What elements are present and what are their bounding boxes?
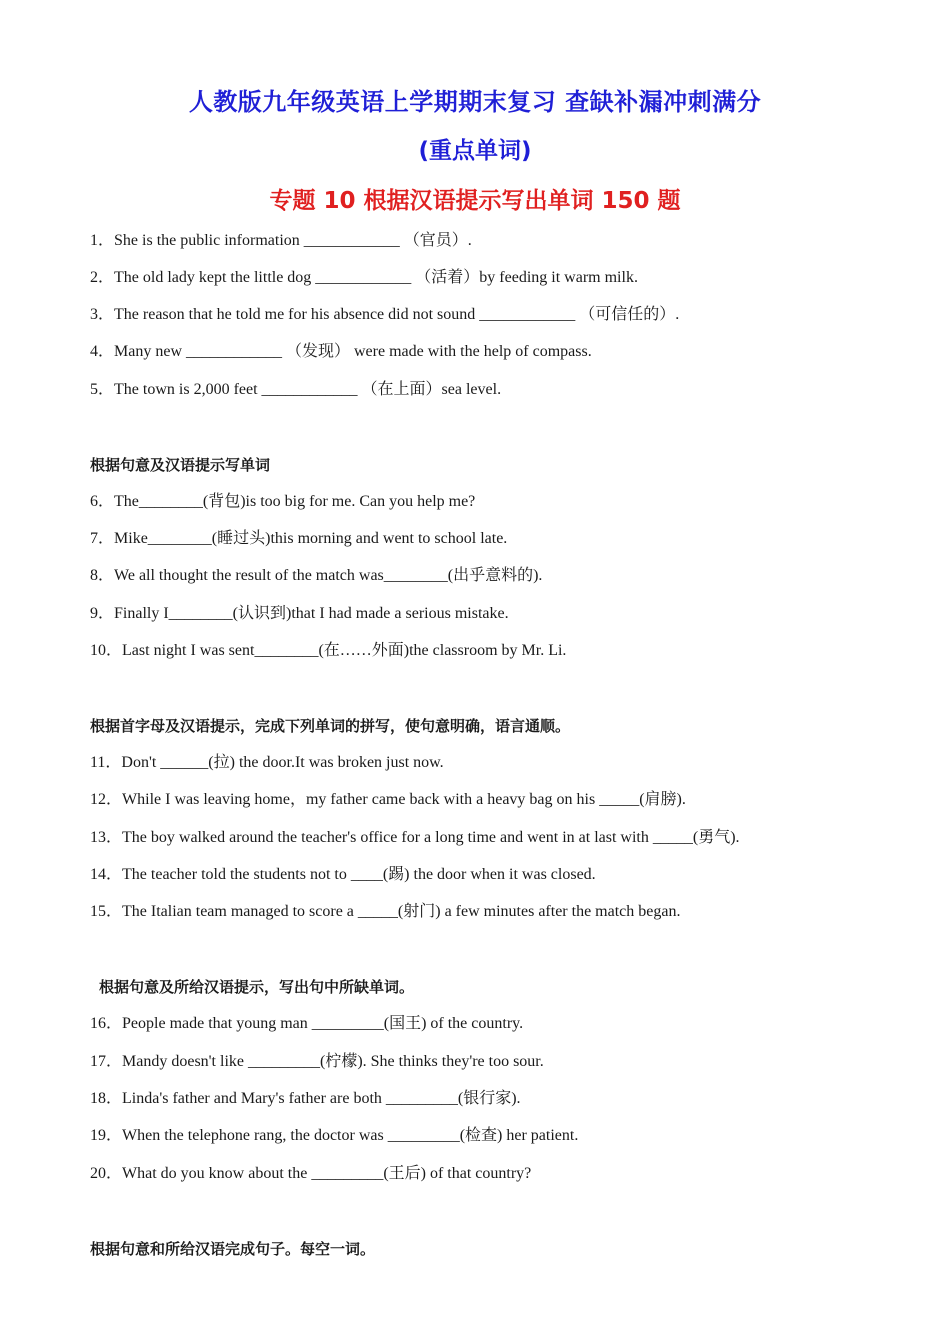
question-number: 5． <box>90 381 115 398</box>
question-number: 6． <box>90 493 115 510</box>
question-number: 1． <box>90 232 115 249</box>
question-number: 11． <box>90 754 122 771</box>
question-20 <box>90 1164 531 1184</box>
question-text: She is the public information ____________ （官员）. <box>114 232 472 249</box>
question-text: Don't ______(拉) the door.It was broken just now. <box>121 754 444 771</box>
question-number: 9． <box>90 605 115 622</box>
question-number: 13． <box>90 829 123 846</box>
question-number: 18． <box>90 1090 123 1107</box>
question-13 <box>90 828 740 848</box>
question-number: 12． <box>90 791 123 808</box>
question-number: 20． <box>90 1165 123 1182</box>
question-text: Many new ____________ （发现） were made with the help of compass. <box>114 343 592 360</box>
question-11 <box>90 753 444 773</box>
question-text: When the telephone rang, the doctor was _________(检查) her patient. <box>122 1127 579 1144</box>
question-5 <box>90 380 501 400</box>
question-text: The old lady kept the little dog ____________ （活着）by feeding it warm milk. <box>114 269 638 286</box>
question-text: The Italian team managed to score a _____(射门) a few minutes after the match began. <box>122 903 681 920</box>
question-16 <box>90 1014 523 1034</box>
question-text: While I was leaving home，my father came back with a heavy bag on his _____(肩膀). <box>122 791 686 808</box>
question-18 <box>90 1089 521 1109</box>
question-number: 17． <box>90 1053 123 1070</box>
question-number: 4． <box>90 343 115 360</box>
question-number: 14． <box>90 866 123 883</box>
section-heading: 根据句意及所给汉语提示，写出句中所缺单词。 <box>99 978 415 996</box>
question-number: 7． <box>90 530 115 547</box>
question-2 <box>90 268 638 288</box>
question-6 <box>90 492 475 512</box>
question-15 <box>90 902 680 922</box>
question-4 <box>90 342 592 362</box>
question-14 <box>90 865 596 885</box>
question-text: The reason that he told me for his absence did not sound ____________ （可信任的）. <box>114 306 680 323</box>
topic-title: 专题 10 根据汉语提示写出单词 150 题 <box>269 188 681 214</box>
document-subtitle: (重点单词) <box>418 138 532 164</box>
question-10 <box>90 641 566 661</box>
question-text: We all thought the result of the match was________(出乎意料的). <box>114 567 543 584</box>
question-text: Linda's father and Mary's father are both _________(银行家). <box>122 1090 521 1107</box>
document-title: 人教版九年级英语上学期期末复习 查缺补漏冲刺满分 <box>188 88 762 116</box>
question-1 <box>90 231 472 251</box>
question-number: 3． <box>90 306 115 323</box>
question-12 <box>90 790 686 810</box>
question-number: 8． <box>90 567 115 584</box>
question-number: 2． <box>90 269 115 286</box>
question-text: What do you know about the _________(王后) of that country? <box>122 1165 532 1182</box>
question-text: Last night I was sent________(在……外面)the classroom by Mr. Li. <box>122 642 567 659</box>
question-number: 16． <box>90 1015 123 1032</box>
question-17 <box>90 1052 544 1072</box>
question-text: Finally I________(认识到)that I had made a serious mistake. <box>114 605 509 622</box>
section-heading: 根据句意和所给汉语完成句子。每空一词。 <box>90 1240 376 1258</box>
question-19 <box>90 1126 578 1146</box>
section-heading: 根据首字母及汉语提示，完成下列单词的拼写，使句意明确，语言通顺。 <box>90 717 571 735</box>
question-3 <box>90 305 679 325</box>
question-text: The town is 2,000 feet ____________ （在上面）sea level. <box>114 381 502 398</box>
section-heading: 根据句意及汉语提示写单词 <box>90 456 271 474</box>
question-text: The________(背包)is too big for me. Can you help me? <box>114 493 476 510</box>
question-text: Mike________(睡过头)this morning and went to school late. <box>114 530 508 547</box>
question-text: The boy walked around the teacher's office for a long time and went in at last with _____(勇气). <box>122 829 740 846</box>
question-number: 15． <box>90 903 123 920</box>
question-8 <box>90 566 542 586</box>
question-text: The teacher told the students not to ____(踢) the door when it was closed. <box>122 866 596 883</box>
question-number: 19． <box>90 1127 123 1144</box>
question-number: 10． <box>90 642 123 659</box>
question-9 <box>90 604 509 624</box>
question-text: People made that young man _________(国王) of the country. <box>122 1015 524 1032</box>
question-text: Mandy doesn't like _________(柠檬). She thinks they're too sour. <box>122 1053 544 1070</box>
question-7 <box>90 529 507 549</box>
